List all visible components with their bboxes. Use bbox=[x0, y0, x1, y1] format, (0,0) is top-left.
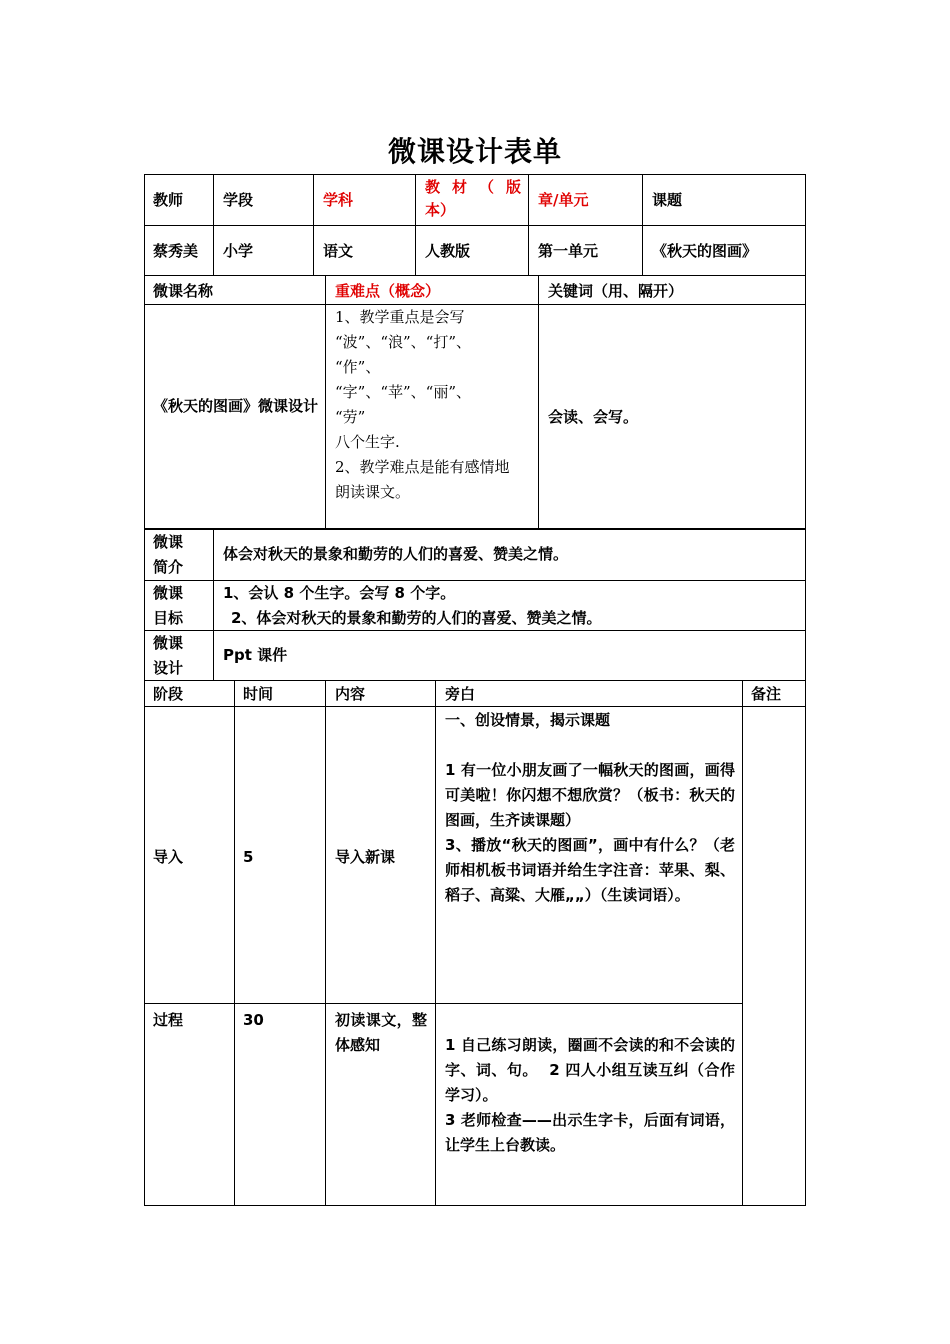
key-points-text bbox=[335, 305, 535, 505]
subject-label: 学科 bbox=[323, 191, 354, 209]
row2-narration: 1 自己练习朗读，圈画不会读的和不会读的字、词、句。 2 四人小组互读互纠（合作学习）。 3 老师检查——出示生字卡，后面有词语，让学生上台教读。 bbox=[445, 1036, 735, 1154]
design-table bbox=[144, 275, 806, 530]
goal-label: 微课目标 bbox=[153, 584, 184, 627]
key-line: “劳” bbox=[335, 408, 366, 426]
textbook-value: 人教版 bbox=[425, 242, 471, 260]
keywords-value: 会读、会写。 bbox=[548, 408, 639, 426]
key-line: “字”、“苹”、“丽”、 bbox=[335, 383, 472, 401]
col-stage-header: 阶段 bbox=[153, 685, 184, 703]
micro-name-value: 《秋天的图画》微课设计 bbox=[153, 397, 319, 415]
summary-table bbox=[144, 528, 806, 681]
teacher-label: 教师 bbox=[153, 191, 184, 209]
key-line: 2、教学难点是能有感情地 bbox=[335, 458, 510, 476]
intro-text: 体会对秋天的景象和勤劳的人们的喜爱、赞美之情。 bbox=[223, 545, 569, 563]
key-line: 朗读课文。 bbox=[335, 483, 411, 501]
stage-value: 小学 bbox=[223, 242, 254, 260]
col-time-header: 时间 bbox=[243, 685, 274, 703]
subject-value: 语文 bbox=[323, 242, 354, 260]
col-content-header: 内容 bbox=[335, 685, 366, 703]
key-line: “作”、 bbox=[335, 358, 381, 376]
keywords-label: 关键词（用、隔开） bbox=[548, 282, 684, 300]
row1-narration: 一、创设情景，揭示课题 1 有一位小朋友画了一幅秋天的图画，画得可美啦！你闪想不想欣赏？（板书：秋天的图画，生齐读课题） 3、播放“秋天的图画”，画中有什么？（老师相机板书词语并给生字注音：苹果、梨、稻子、高粱、大雁„„）（生读词语）。 bbox=[445, 711, 735, 904]
row2-time: 30 bbox=[243, 1011, 264, 1029]
key-line: 八个生字. bbox=[335, 433, 400, 451]
key-points-label: 重难点（概念） bbox=[335, 282, 441, 300]
row1-stage: 导入 bbox=[153, 848, 184, 866]
stage-label: 学段 bbox=[223, 191, 254, 209]
plan-label: 微课设计 bbox=[153, 634, 184, 677]
topic-value: 《秋天的图画》 bbox=[652, 242, 758, 260]
process-table bbox=[144, 680, 806, 1206]
col-narration-header: 旁白 bbox=[445, 685, 476, 703]
key-line: 1、教学重点是会写 bbox=[335, 308, 465, 326]
chapter-label: 章/单元 bbox=[538, 191, 589, 209]
row2-content: 初读课文，整体感知 bbox=[335, 1011, 427, 1054]
topic-label: 课题 bbox=[652, 191, 683, 209]
teacher-value: 蔡秀美 bbox=[153, 242, 199, 260]
row2-stage: 过程 bbox=[153, 1011, 184, 1029]
key-line: “波”、“浪”、“打”、 bbox=[335, 333, 472, 351]
intro-label: 微课简介 bbox=[153, 533, 184, 576]
textbook-label: 教 材 （ 版 本） bbox=[425, 178, 521, 219]
col-note-header: 备注 bbox=[751, 685, 782, 703]
goal-line-2: 2、体会对秋天的景象和勤劳的人们的喜爱、赞美之情。 bbox=[231, 609, 602, 627]
info-table bbox=[144, 174, 806, 276]
plan-text: Ppt 课件 bbox=[223, 646, 288, 664]
chapter-value: 第一单元 bbox=[538, 242, 599, 260]
row1-time: 5 bbox=[243, 848, 254, 866]
row1-content: 导入新课 bbox=[335, 848, 396, 866]
page-title: 微课设计表单 bbox=[387, 135, 562, 168]
goal-line-1: 1、会认 8 个生字。会写 8 个字。 bbox=[223, 584, 456, 602]
micro-name-label: 微课名称 bbox=[153, 282, 214, 300]
